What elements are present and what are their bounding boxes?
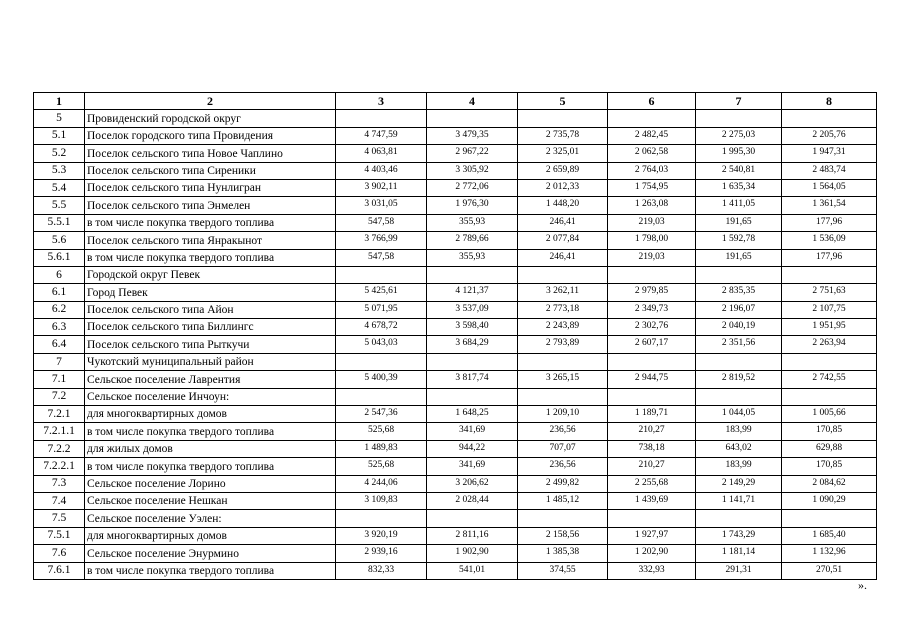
row-number: 7.5: [34, 510, 85, 527]
value-cell: 1 485,12: [518, 492, 608, 509]
value-cell: 170,85: [782, 423, 877, 440]
value-cell: 2 483,74: [782, 162, 877, 179]
value-cell: 2 028,44: [427, 492, 518, 509]
value-cell: 2 275,03: [696, 127, 782, 144]
value-cell: 1 439,69: [608, 492, 696, 509]
row-number: 5: [34, 110, 85, 127]
value-cell: 1 189,71: [608, 406, 696, 423]
value-cell: [336, 353, 427, 370]
value-cell: 2 084,62: [782, 475, 877, 492]
value-cell: 1 635,34: [696, 179, 782, 196]
row-number: 5.4: [34, 179, 85, 196]
tariff-table: [33, 92, 877, 580]
value-cell: 3 902,11: [336, 179, 427, 196]
value-cell: [336, 110, 427, 127]
row-number: 6.3: [34, 319, 85, 336]
table-row: [34, 336, 877, 353]
value-cell: 2 325,01: [518, 145, 608, 162]
value-cell: 177,96: [782, 214, 877, 231]
settlement-name: Сельское поселение Уэлен:: [85, 510, 336, 527]
value-cell: [427, 510, 518, 527]
value-cell: 2 540,81: [696, 162, 782, 179]
settlement-name: Сельское поселение Инчоун:: [85, 388, 336, 405]
settlement-name: Сельское поселение Лаврентия: [85, 371, 336, 388]
value-cell: [518, 353, 608, 370]
value-cell: 2 944,75: [608, 371, 696, 388]
value-cell: 236,56: [518, 423, 608, 440]
value-cell: 4 063,81: [336, 145, 427, 162]
value-cell: [336, 388, 427, 405]
settlement-name: Поселок сельского типа Рыткучи: [85, 336, 336, 353]
header-cell: 4: [427, 93, 518, 110]
value-cell: 2 243,89: [518, 319, 608, 336]
value-cell: 3 305,92: [427, 162, 518, 179]
settlement-name: Чукотский муниципальный район: [85, 353, 336, 370]
value-cell: 374,55: [518, 562, 608, 579]
value-cell: 2 735,78: [518, 127, 608, 144]
value-cell: 2 659,89: [518, 162, 608, 179]
settlement-name: Поселок сельского типа Янракынот: [85, 232, 336, 249]
settlement-name: в том числе покупка твердого топлива: [85, 214, 336, 231]
value-cell: 2 349,73: [608, 301, 696, 318]
value-cell: [336, 266, 427, 283]
row-number: 7.2.2.1: [34, 458, 85, 475]
value-cell: 1 411,05: [696, 197, 782, 214]
value-cell: 2 158,56: [518, 527, 608, 544]
value-cell: 525,68: [336, 458, 427, 475]
closing-quote-mark: ».: [858, 578, 867, 592]
value-cell: 2 547,36: [336, 406, 427, 423]
value-cell: [608, 388, 696, 405]
row-number: 5.3: [34, 162, 85, 179]
value-cell: 832,33: [336, 562, 427, 579]
value-cell: [696, 510, 782, 527]
row-number: 7.2.1.1: [34, 423, 85, 440]
table-row: [34, 353, 877, 370]
table-row: [34, 527, 877, 544]
table-row: [34, 232, 877, 249]
row-number: 6.1: [34, 284, 85, 301]
value-cell: 5 071,95: [336, 301, 427, 318]
value-cell: 547,58: [336, 214, 427, 231]
row-number: 6.4: [34, 336, 85, 353]
value-cell: 738,18: [608, 440, 696, 457]
value-cell: 541,01: [427, 562, 518, 579]
table-row: [34, 440, 877, 457]
row-number: 5.6: [34, 232, 85, 249]
value-cell: [518, 266, 608, 283]
table-row: [34, 214, 877, 231]
value-cell: 3 479,35: [427, 127, 518, 144]
value-cell: 707,07: [518, 440, 608, 457]
value-cell: 1 743,29: [696, 527, 782, 544]
header-cell: 3: [336, 93, 427, 110]
settlement-name: Поселок сельского типа Новое Чаплино: [85, 145, 336, 162]
value-cell: [427, 110, 518, 127]
value-cell: 3 684,29: [427, 336, 518, 353]
value-cell: [608, 510, 696, 527]
value-cell: 4 244,06: [336, 475, 427, 492]
value-cell: [518, 110, 608, 127]
value-cell: 3 920,19: [336, 527, 427, 544]
value-cell: 341,69: [427, 458, 518, 475]
value-cell: 525,68: [336, 423, 427, 440]
value-cell: 2 979,85: [608, 284, 696, 301]
value-cell: 341,69: [427, 423, 518, 440]
table-row: [34, 423, 877, 440]
settlement-name: для многоквартирных домов: [85, 527, 336, 544]
row-number: 7: [34, 353, 85, 370]
value-cell: 643,02: [696, 440, 782, 457]
value-cell: 2 939,16: [336, 545, 427, 562]
value-cell: 1 976,30: [427, 197, 518, 214]
row-number: 7.6.1: [34, 562, 85, 579]
row-number: 5.1: [34, 127, 85, 144]
settlement-name: в том числе покупка твердого топлива: [85, 458, 336, 475]
table-row: [34, 388, 877, 405]
value-cell: 1 951,95: [782, 319, 877, 336]
value-cell: 2 040,19: [696, 319, 782, 336]
value-cell: 2 255,68: [608, 475, 696, 492]
value-cell: 3 598,40: [427, 319, 518, 336]
row-number: 7.3: [34, 475, 85, 492]
settlement-name: для многоквартирных домов: [85, 406, 336, 423]
value-cell: [782, 510, 877, 527]
value-cell: 332,93: [608, 562, 696, 579]
table-row: [34, 249, 877, 266]
value-cell: [518, 388, 608, 405]
settlement-name: Поселок сельского типа Энмелен: [85, 197, 336, 214]
value-cell: 2 789,66: [427, 232, 518, 249]
value-cell: 2 751,63: [782, 284, 877, 301]
value-cell: 2 819,52: [696, 371, 782, 388]
settlement-name: в том числе покупка твердого топлива: [85, 562, 336, 579]
value-cell: 291,31: [696, 562, 782, 579]
value-cell: 1 385,38: [518, 545, 608, 562]
header-cell: 6: [608, 93, 696, 110]
settlement-name: Поселок сельского типа Биллингс: [85, 319, 336, 336]
value-cell: 246,41: [518, 249, 608, 266]
value-cell: 2 835,35: [696, 284, 782, 301]
value-cell: 2 499,82: [518, 475, 608, 492]
value-cell: 219,03: [608, 249, 696, 266]
value-cell: [696, 388, 782, 405]
value-cell: [427, 353, 518, 370]
settlement-name: Поселок сельского типа Сиреники: [85, 162, 336, 179]
value-cell: 1 648,25: [427, 406, 518, 423]
value-cell: 3 265,15: [518, 371, 608, 388]
table-row: [34, 162, 877, 179]
value-cell: 355,93: [427, 214, 518, 231]
settlement-name: Сельское поселение Энурмино: [85, 545, 336, 562]
settlement-name: Сельское поселение Нешкан: [85, 492, 336, 509]
table-row: [34, 284, 877, 301]
row-number: 7.2.1: [34, 406, 85, 423]
value-cell: 2 077,84: [518, 232, 608, 249]
table-row: [34, 266, 877, 283]
value-cell: 219,03: [608, 214, 696, 231]
value-cell: 1 798,00: [608, 232, 696, 249]
value-cell: 2 196,07: [696, 301, 782, 318]
value-cell: 1 902,90: [427, 545, 518, 562]
table-row: [34, 492, 877, 509]
settlement-name: Поселок городского типа Провидения: [85, 127, 336, 144]
row-number: 5.6.1: [34, 249, 85, 266]
value-cell: 1 132,96: [782, 545, 877, 562]
row-number: 6: [34, 266, 85, 283]
header-cell: 7: [696, 93, 782, 110]
value-cell: [696, 110, 782, 127]
table-row: [34, 371, 877, 388]
value-cell: 5 043,03: [336, 336, 427, 353]
value-cell: 270,51: [782, 562, 877, 579]
value-cell: 3 262,11: [518, 284, 608, 301]
value-cell: 1 592,78: [696, 232, 782, 249]
value-cell: [782, 266, 877, 283]
header-cell: 1: [34, 93, 85, 110]
value-cell: 1 489,83: [336, 440, 427, 457]
value-cell: 2 773,18: [518, 301, 608, 318]
value-cell: 1 181,14: [696, 545, 782, 562]
row-number: 5.2: [34, 145, 85, 162]
table-row: [34, 562, 877, 579]
table-row: [34, 319, 877, 336]
settlement-name: в том числе покупка твердого топлива: [85, 423, 336, 440]
value-cell: 629,88: [782, 440, 877, 457]
value-cell: 191,65: [696, 249, 782, 266]
value-cell: 191,65: [696, 214, 782, 231]
value-cell: 1 361,54: [782, 197, 877, 214]
value-cell: 2 742,55: [782, 371, 877, 388]
table-row: [34, 110, 877, 127]
value-cell: [608, 266, 696, 283]
value-cell: 5 425,61: [336, 284, 427, 301]
value-cell: 246,41: [518, 214, 608, 231]
value-cell: 2 302,76: [608, 319, 696, 336]
value-cell: 2 149,29: [696, 475, 782, 492]
header-row: [34, 93, 877, 110]
value-cell: 1 090,29: [782, 492, 877, 509]
row-number: 7.6: [34, 545, 85, 562]
settlement-name: Поселок сельского типа Нунлигран: [85, 179, 336, 196]
value-cell: 1 685,40: [782, 527, 877, 544]
value-cell: [696, 266, 782, 283]
value-cell: 4 121,37: [427, 284, 518, 301]
table-row: [34, 475, 877, 492]
value-cell: 2 205,76: [782, 127, 877, 144]
value-cell: 1 044,05: [696, 406, 782, 423]
row-number: 7.4: [34, 492, 85, 509]
value-cell: 3 206,62: [427, 475, 518, 492]
settlement-name: для жилых домов: [85, 440, 336, 457]
header-cell: 5: [518, 93, 608, 110]
value-cell: 1 754,95: [608, 179, 696, 196]
value-cell: 1 947,31: [782, 145, 877, 162]
value-cell: 4 403,46: [336, 162, 427, 179]
value-cell: 2 062,58: [608, 145, 696, 162]
value-cell: 3 537,09: [427, 301, 518, 318]
value-cell: 2 772,06: [427, 179, 518, 196]
row-number: 7.2: [34, 388, 85, 405]
value-cell: 2 967,22: [427, 145, 518, 162]
value-cell: 170,85: [782, 458, 877, 475]
value-cell: 1 005,66: [782, 406, 877, 423]
table-row: [34, 145, 877, 162]
value-cell: 1 141,71: [696, 492, 782, 509]
value-cell: [518, 510, 608, 527]
settlement-name: Провиденский городской округ: [85, 110, 336, 127]
value-cell: 3 766,99: [336, 232, 427, 249]
value-cell: 3 817,74: [427, 371, 518, 388]
value-cell: 1 448,20: [518, 197, 608, 214]
value-cell: 2 764,03: [608, 162, 696, 179]
value-cell: 2 811,16: [427, 527, 518, 544]
value-cell: 1 209,10: [518, 406, 608, 423]
value-cell: [782, 353, 877, 370]
value-cell: 2 012,33: [518, 179, 608, 196]
value-cell: 944,22: [427, 440, 518, 457]
row-number: 7.2.2: [34, 440, 85, 457]
value-cell: [782, 388, 877, 405]
value-cell: 355,93: [427, 249, 518, 266]
header-cell: 8: [782, 93, 877, 110]
settlement-name: Город Певек: [85, 284, 336, 301]
row-number: 5.5: [34, 197, 85, 214]
table-row: [34, 127, 877, 144]
value-cell: 183,99: [696, 458, 782, 475]
table-row: [34, 545, 877, 562]
value-cell: 2 263,94: [782, 336, 877, 353]
value-cell: 183,99: [696, 423, 782, 440]
value-cell: [336, 510, 427, 527]
value-cell: 177,96: [782, 249, 877, 266]
value-cell: 210,27: [608, 458, 696, 475]
value-cell: 1 536,09: [782, 232, 877, 249]
value-cell: [608, 110, 696, 127]
value-cell: 2 351,56: [696, 336, 782, 353]
value-cell: [427, 266, 518, 283]
value-cell: 4 678,72: [336, 319, 427, 336]
value-cell: 1 995,30: [696, 145, 782, 162]
value-cell: [696, 353, 782, 370]
table-row: [34, 510, 877, 527]
table-row: [34, 458, 877, 475]
value-cell: 2 482,45: [608, 127, 696, 144]
row-number: 7.5.1: [34, 527, 85, 544]
value-cell: [427, 388, 518, 405]
table-row: [34, 301, 877, 318]
value-cell: [608, 353, 696, 370]
value-cell: 2 793,89: [518, 336, 608, 353]
value-cell: 1 202,90: [608, 545, 696, 562]
value-cell: 4 747,59: [336, 127, 427, 144]
value-cell: 236,56: [518, 458, 608, 475]
table-row: [34, 406, 877, 423]
settlement-name: в том числе покупка твердого топлива: [85, 249, 336, 266]
table-row: [34, 197, 877, 214]
value-cell: 210,27: [608, 423, 696, 440]
value-cell: 1 263,08: [608, 197, 696, 214]
value-cell: 1 564,05: [782, 179, 877, 196]
value-cell: 1 927,97: [608, 527, 696, 544]
settlement-name: Сельское поселение Лорино: [85, 475, 336, 492]
value-cell: 3 031,05: [336, 197, 427, 214]
value-cell: 2 107,75: [782, 301, 877, 318]
value-cell: 5 400,39: [336, 371, 427, 388]
settlement-name: Городской округ Певек: [85, 266, 336, 283]
value-cell: 547,58: [336, 249, 427, 266]
row-number: 6.2: [34, 301, 85, 318]
header-cell: 2: [85, 93, 336, 110]
row-number: 7.1: [34, 371, 85, 388]
table-row: [34, 179, 877, 196]
value-cell: 2 607,17: [608, 336, 696, 353]
row-number: 5.5.1: [34, 214, 85, 231]
value-cell: [782, 110, 877, 127]
settlement-name: Поселок сельского типа Айон: [85, 301, 336, 318]
value-cell: 3 109,83: [336, 492, 427, 509]
